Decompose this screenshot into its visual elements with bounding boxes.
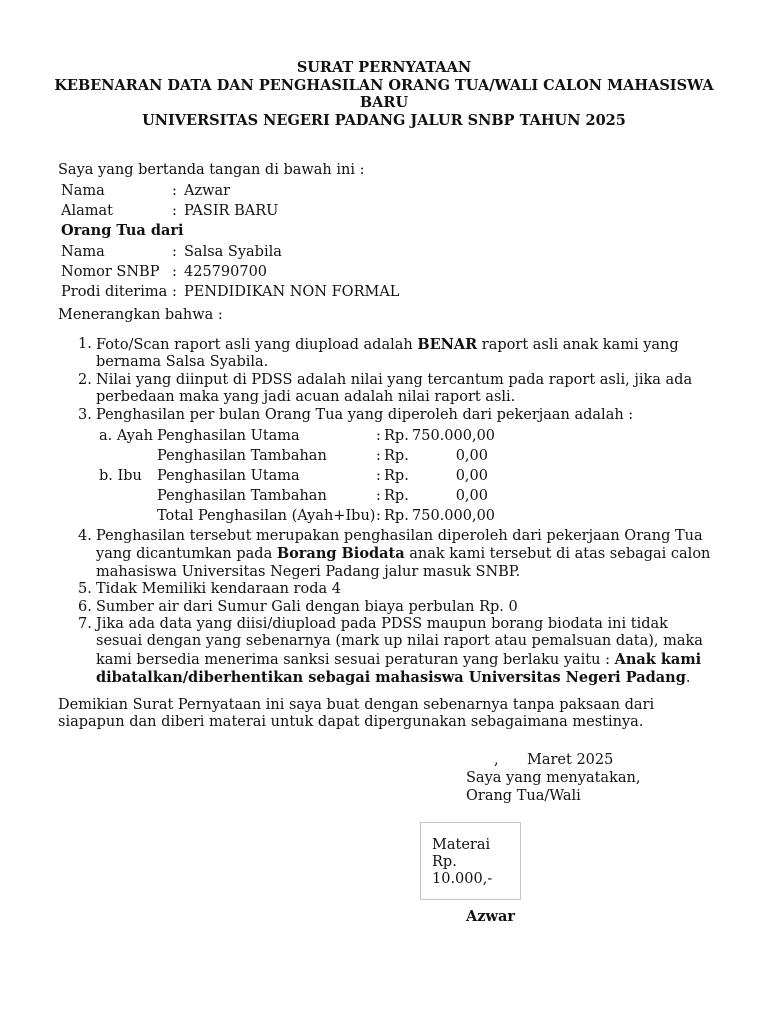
item-number: 2. <box>78 371 92 388</box>
stamp-line: Materai <box>432 837 491 853</box>
text-segment: yang dicantumkan pada <box>96 546 277 563</box>
explain-heading: Menerangkan bahwa : <box>58 307 223 323</box>
income-total-row <box>99 506 633 526</box>
item-text <box>96 372 692 407</box>
field-label: Alamat <box>61 203 113 220</box>
income-amount: 0,00 <box>455 488 488 505</box>
item-line <box>96 651 703 669</box>
income-row <box>99 466 633 486</box>
stamp-line: Rp. <box>432 854 457 870</box>
item-text <box>96 616 703 688</box>
income-parent <box>99 486 157 506</box>
statement-item-2 <box>78 372 710 407</box>
signature-date: Maret 2025 <box>527 752 614 768</box>
statement-item-6 <box>78 599 710 616</box>
field-label: Nama <box>61 243 105 260</box>
signature-role: Orang Tua/Wali <box>466 788 581 804</box>
title-line-4: UNIVERSITAS NEGERI PADANG JALUR SNBP TAHUN 2025 <box>142 111 626 129</box>
closing-paragraph <box>58 697 654 732</box>
item-line: Penghasilan tersebut merupakan penghasilan diperoleh dari pekerjaan Orang Tua <box>96 528 703 545</box>
item-line: Tidak Memiliki kendaraan roda 4 <box>96 581 341 598</box>
income-colon: : <box>376 488 381 505</box>
title-line-3: BARU <box>359 94 409 112</box>
bold-segment: Anak kami <box>614 650 702 668</box>
field-label: Prodi diterima <box>61 283 168 300</box>
stamp-box <box>420 822 521 900</box>
income-label: Penghasilan Tambahan <box>157 448 327 465</box>
text-segment: . <box>685 670 691 687</box>
text-segment: anak kami tersebut di atas sebagai calon <box>404 546 711 563</box>
statement-item-3 <box>78 407 710 528</box>
income-amount: 0,00 <box>455 468 488 485</box>
title-line-1: SURAT PERNYATAAN <box>296 59 472 76</box>
item-line <box>96 545 710 563</box>
statement-item-4 <box>78 528 710 581</box>
income-parent: b. Ibu <box>99 468 142 485</box>
item-text <box>96 407 633 528</box>
child-row-name <box>61 242 399 262</box>
income-row <box>99 426 633 446</box>
item-number: 7. <box>78 616 92 633</box>
item-line: sesuai dengan yang sebenarnya (mark up nilai raport atau pemalsuan data), maka <box>96 633 703 650</box>
field-value: PENDIDIKAN NON FORMAL <box>184 283 400 300</box>
item-line: Jika ada data yang diisi/diupload pada PDSS maupun borang biodata ini tidak <box>96 616 668 633</box>
field-label: Nama <box>61 183 105 199</box>
item-number: 5. <box>78 581 92 598</box>
statement-item-1 <box>78 336 710 372</box>
income-row <box>99 486 633 506</box>
income-currency: Rp. <box>384 468 409 485</box>
title-line-2: KEBENARAN DATA DAN PENGHASILAN ORANG TUA/WALI CALON MAHASISWA <box>54 76 714 94</box>
income-label: Penghasilan Tambahan <box>157 488 327 505</box>
item-line: Penghasilan per bulan Orang Tua yang diperoleh dari pekerjaan adalah : <box>96 406 634 423</box>
closing-line: Demikian Surat Pernyataan ini saya buat dengan sebenarnya tanpa paksaan dari <box>58 697 655 713</box>
signer-name: Azwar <box>466 908 516 925</box>
item-number: 3. <box>78 406 92 423</box>
text-segment: kami bersedia menerima sanksi sesuai peraturan yang berlaku yaitu : <box>96 651 615 668</box>
income-amount: 750.000,00 <box>412 428 496 445</box>
text-segment: Foto/Scan raport asli yang diupload adalah <box>96 337 418 353</box>
closing-line: siapapun dan diberi materai untuk dapat dipergunakan sebagaimana mestinya. <box>58 714 644 731</box>
income-colon: : <box>376 468 381 485</box>
child-row-prodi <box>61 282 399 302</box>
field-colon: : <box>172 283 177 300</box>
field-colon: : <box>172 263 177 280</box>
bold-segment: BENAR <box>417 336 478 353</box>
field-value: Azwar <box>184 183 231 199</box>
income-label: Penghasilan Utama <box>157 428 300 445</box>
item-line <box>96 669 703 687</box>
stamp-line: 10.000,- <box>432 871 493 887</box>
declarant-row-address <box>61 201 399 221</box>
income-colon: : <box>376 448 381 465</box>
income-colon: : <box>376 508 381 525</box>
item-line: mahasiswa Universitas Negeri Padang jalur masuk SNBP. <box>96 563 521 580</box>
income-parent: a. Ayah <box>99 428 153 445</box>
income-parent <box>99 446 157 466</box>
child-heading: Orang Tua dari <box>61 222 184 240</box>
income-amount: 750.000,00 <box>412 508 496 525</box>
field-colon: : <box>172 203 177 220</box>
income-table <box>99 426 633 526</box>
field-value: 425790700 <box>184 263 268 280</box>
signature-statement: Saya yang menyatakan, <box>466 770 641 786</box>
item-number: 4. <box>78 528 92 545</box>
statement-item-5 <box>78 581 710 598</box>
identity-table <box>61 181 399 302</box>
item-text <box>96 599 518 616</box>
income-currency: Rp. <box>384 448 409 465</box>
document-title <box>0 59 768 129</box>
bold-segment: Borang Biodata <box>276 545 405 563</box>
item-text <box>96 336 679 372</box>
income-currency: Rp. <box>384 508 409 525</box>
income-row <box>99 446 633 466</box>
child-row-snbp <box>61 262 399 282</box>
income-label: Total Penghasilan (Ayah+Ibu) <box>157 508 376 525</box>
field-colon: : <box>172 243 177 260</box>
field-colon: : <box>172 183 177 199</box>
item-line: bernama Salsa Syabila. <box>96 354 269 371</box>
item-line: Sumber air dari Sumur Gali dengan biaya perbulan Rp. 0 <box>96 598 518 615</box>
item-text <box>96 528 710 581</box>
item-number: 1. <box>78 336 92 352</box>
item-number: 6. <box>78 598 92 615</box>
text-segment: raport asli anak kami yang <box>477 337 679 353</box>
statement-item-7 <box>78 616 710 688</box>
item-text <box>96 581 341 598</box>
intro-text: Saya yang bertanda tangan di bawah ini : <box>58 162 365 178</box>
income-colon: : <box>376 428 381 445</box>
item-line: perbedaan maka yang jadi acuan adalah nilai raport asli. <box>96 389 516 406</box>
income-currency: Rp. <box>384 428 409 445</box>
statement-list <box>78 336 710 688</box>
income-label: Penghasilan Utama <box>157 468 300 485</box>
bold-segment: dibatalkan/diberhentikan sebagai mahasiswa Universitas Negeri Padang <box>96 669 686 687</box>
field-value: Salsa Syabila <box>184 243 282 260</box>
income-parent <box>99 506 157 526</box>
declarant-row-name <box>61 181 399 201</box>
income-currency: Rp. <box>384 488 409 505</box>
item-line <box>96 336 679 354</box>
field-value: PASIR BARU <box>184 203 279 220</box>
income-amount: 0,00 <box>455 448 488 465</box>
item-line: Nilai yang diinput di PDSS adalah nilai yang tercantum pada raport asli, jika ada <box>96 371 693 388</box>
signature-place-comma: , <box>494 752 499 768</box>
field-label: Nomor SNBP <box>61 263 160 280</box>
